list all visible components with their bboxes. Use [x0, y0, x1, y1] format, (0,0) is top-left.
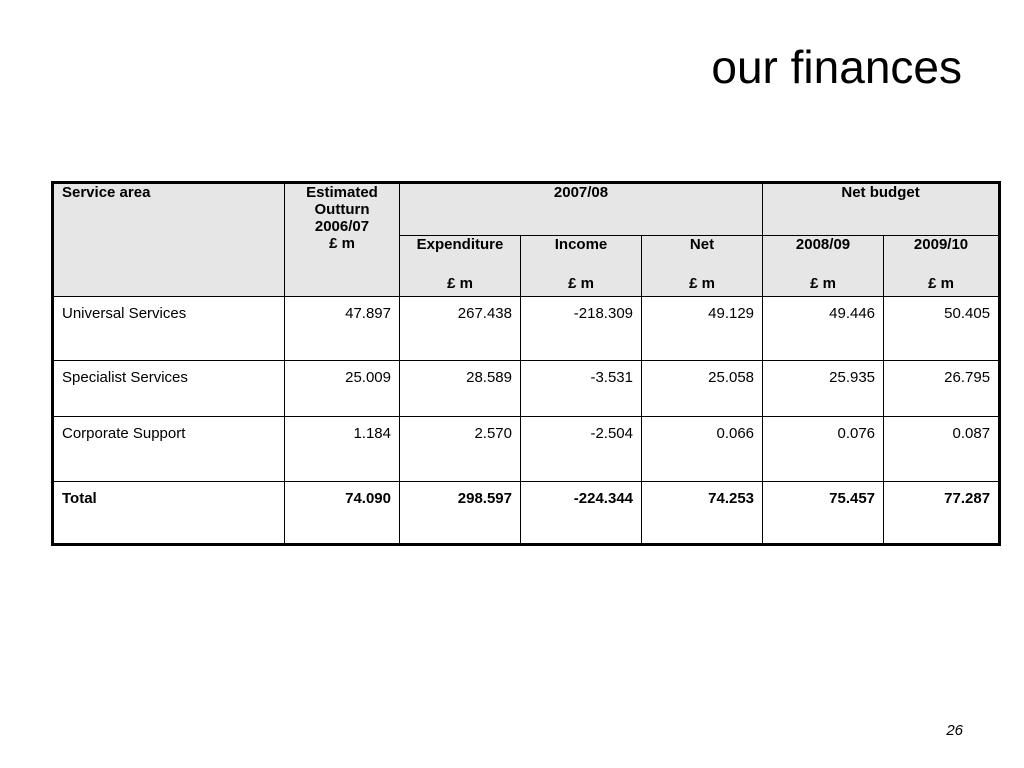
header-estimated-outturn [285, 183, 400, 297]
page-number: 26 [946, 722, 963, 739]
cell-2008-09: 0.076 [763, 417, 884, 482]
header-2008-09-label: 2008/09 [795, 236, 851, 253]
cell-income: -218.309 [521, 297, 642, 361]
header-2009-10-unit: £ m [928, 275, 954, 292]
header-2007-08: 2007/08 [400, 183, 763, 236]
header-expenditure-label: Expenditure [416, 236, 504, 253]
header-estimated-line3: 2006/07 [314, 218, 370, 235]
total-2008-09: 75.457 [763, 482, 884, 545]
header-expenditure-unit: £ m [447, 275, 473, 292]
table-row [53, 417, 1000, 482]
header-2008-09-unit: £ m [810, 275, 836, 292]
header-service-area: Service area [53, 183, 285, 297]
header-net [642, 236, 763, 297]
total-estimated: 74.090 [285, 482, 400, 545]
table-row [53, 297, 1000, 361]
header-estimated-line4: £ m [329, 235, 355, 252]
table-row [53, 361, 1000, 417]
total-2009-10: 77.287 [884, 482, 1000, 545]
total-row [53, 482, 1000, 545]
slide-title: our finances [711, 41, 962, 93]
header-net-label: Net [689, 236, 715, 253]
cell-net: 49.129 [642, 297, 763, 361]
header-2008-09 [763, 236, 884, 297]
cell-net: 0.066 [642, 417, 763, 482]
header-net-budget: Net budget [763, 183, 1000, 236]
cell-estimated: 47.897 [285, 297, 400, 361]
header-income-label: Income [554, 236, 608, 253]
cell-estimated: 25.009 [285, 361, 400, 417]
header-estimated-line2: Outturn [314, 201, 370, 218]
header-row-top [53, 183, 1000, 236]
header-2009-10 [884, 236, 1000, 297]
total-expenditure: 298.597 [400, 482, 521, 545]
cell-expenditure: 2.570 [400, 417, 521, 482]
row-label: Universal Services [53, 297, 285, 361]
header-income [521, 236, 642, 297]
total-income: -224.344 [521, 482, 642, 545]
total-net: 74.253 [642, 482, 763, 545]
cell-2008-09: 25.935 [763, 361, 884, 417]
header-expenditure [400, 236, 521, 297]
row-label: Specialist Services [53, 361, 285, 417]
header-net-unit: £ m [689, 275, 715, 292]
cell-2009-10: 26.795 [884, 361, 1000, 417]
cell-expenditure: 28.589 [400, 361, 521, 417]
cell-2009-10: 50.405 [884, 297, 1000, 361]
total-label: Total [53, 482, 285, 545]
cell-income: -2.504 [521, 417, 642, 482]
cell-2008-09: 49.446 [763, 297, 884, 361]
header-income-unit: £ m [568, 275, 594, 292]
finances-table [51, 181, 1001, 546]
cell-expenditure: 267.438 [400, 297, 521, 361]
cell-net: 25.058 [642, 361, 763, 417]
cell-income: -3.531 [521, 361, 642, 417]
cell-2009-10: 0.087 [884, 417, 1000, 482]
header-estimated-line1: Estimated [306, 184, 378, 201]
row-label: Corporate Support [53, 417, 285, 482]
header-2009-10-label: 2009/10 [913, 236, 969, 253]
cell-estimated: 1.184 [285, 417, 400, 482]
